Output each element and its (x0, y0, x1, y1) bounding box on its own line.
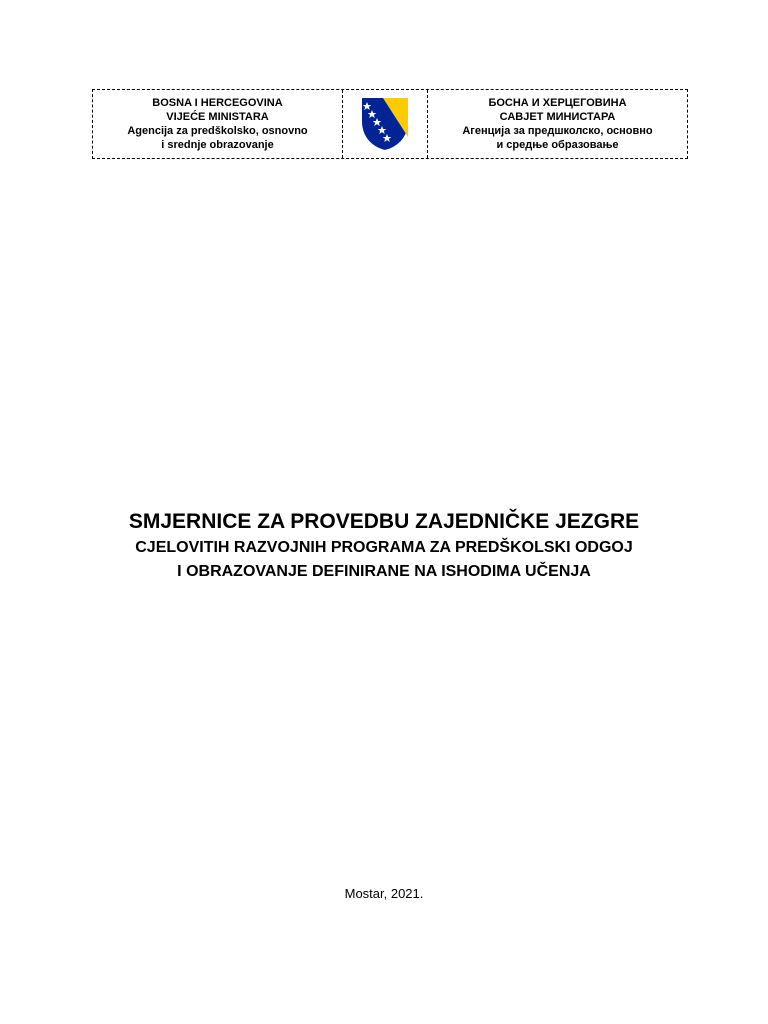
agency-name-latin-line1: Agencija za predškolsko, osnovno (127, 125, 308, 137)
institution-header (92, 89, 688, 159)
bih-coat-of-arms-icon (359, 95, 411, 153)
header-latin-column (93, 90, 343, 158)
title-sub-line-1: CJELOVITIH RAZVOJNIH PROGRAMA ZA PREDŠKOLSKI ODGOJ (135, 539, 633, 556)
country-name-cyrillic: БОСНА И ХЕРЦЕГОВИНА (488, 97, 627, 109)
header-emblem-column (343, 90, 428, 158)
agency-name-cyrillic-line1: Агенција за предшколско, основно (462, 125, 653, 137)
country-name-latin: BOSNA I HERCEGOVINA (152, 97, 283, 109)
title-main-line: SMJERNICE ZA PROVEDBU ZAJEDNIČKE JEZGRE (128, 510, 640, 533)
agency-name-latin-line2: i srednje obrazovanje (161, 139, 274, 151)
council-name-latin: VIJEĆE MINISTARA (166, 111, 269, 123)
council-name-cyrillic: САВЈЕТ МИНИСТАРА (499, 111, 616, 123)
place-and-date: Mostar, 2021. (344, 886, 424, 901)
header-cyrillic-column (428, 90, 687, 158)
document-title (0, 508, 768, 584)
title-sub-line-2: I OBRAZOVANJE DEFINIRANE NA ISHODIMA UČENJA (177, 563, 591, 580)
agency-name-cyrillic-line2: и средње образовање (496, 139, 619, 151)
